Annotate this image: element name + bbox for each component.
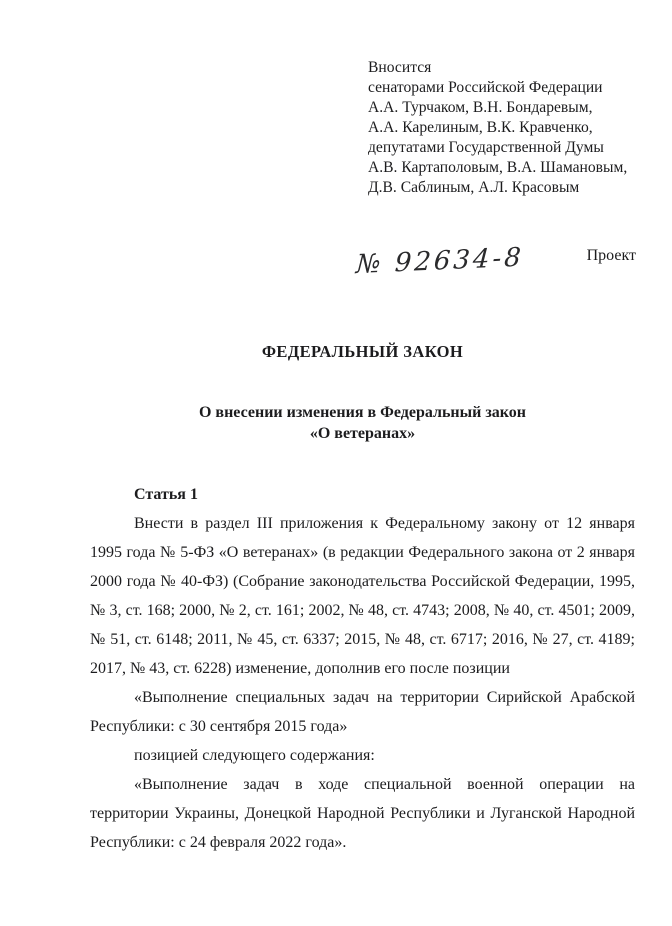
law-subtitle-line-1: О внесении изменения в Федеральный закон — [198, 404, 527, 421]
law-title: ФЕДЕРАЛЬНЫЙ ЗАКОН — [261, 342, 464, 361]
law-body — [90, 480, 635, 857]
draft-label: Проект — [586, 247, 636, 264]
law-paragraph: позицией следующего содержания: — [134, 747, 375, 764]
submission-line: А.А. Карелиным, В.К. Кравченко, — [368, 119, 593, 136]
submission-line: А.В. Картаполовым, В.А. Шамановым, — [368, 159, 628, 176]
law-subtitle — [90, 403, 635, 444]
law-paragraph: «Выполнение специальных задач на территории Сирийской Арабской Республики: с 30 сентября 2015 года» — [90, 689, 635, 735]
submission-line: А.А. Турчаком, В.Н. Бондаревым, — [368, 99, 593, 116]
submission-line: Д.В. Саблиным, А.Л. Красовым — [368, 179, 580, 196]
law-paragraph: Внести в раздел III приложения к Федеральному закону от 12 января 1995 года № 5-ФЗ «О ветеранах» (в редакции Федерального закона от 2 января 2000 года № 40-ФЗ) (Собрание законодательства Российской Федерации, 1995, № 3, ст. 168; 2000, № 2, ст. 161; 2002, № 48, ст. 4743; 2008, № 40, ст. 4501; 2009, № 51, ст. 6148; 2011, № 45, ст. 6337; 2015, № 48, ст. 6717; 2016, № 27, ст. 4189; 2017, № 43, ст. 6228) изменение, дополнив его после позиции — [90, 515, 635, 677]
law-paragraph: «Выполнение задач в ходе специальной военной операции на территории Украины, Донецкой Народной Республики и Луганской Народной Республики: с 24 февраля 2022 года». — [90, 776, 635, 851]
submission-block — [368, 58, 627, 198]
submission-line: Вносится — [368, 59, 432, 76]
registration-number-handwritten: № 92634-8 — [355, 242, 525, 281]
submission-line: депутатами Государственной Думы — [368, 139, 604, 156]
submission-line: сенаторами Российской Федерации — [368, 79, 603, 96]
law-subtitle-line-2: «О ветеранах» — [309, 424, 416, 442]
article-heading: Статья 1 — [134, 486, 198, 503]
